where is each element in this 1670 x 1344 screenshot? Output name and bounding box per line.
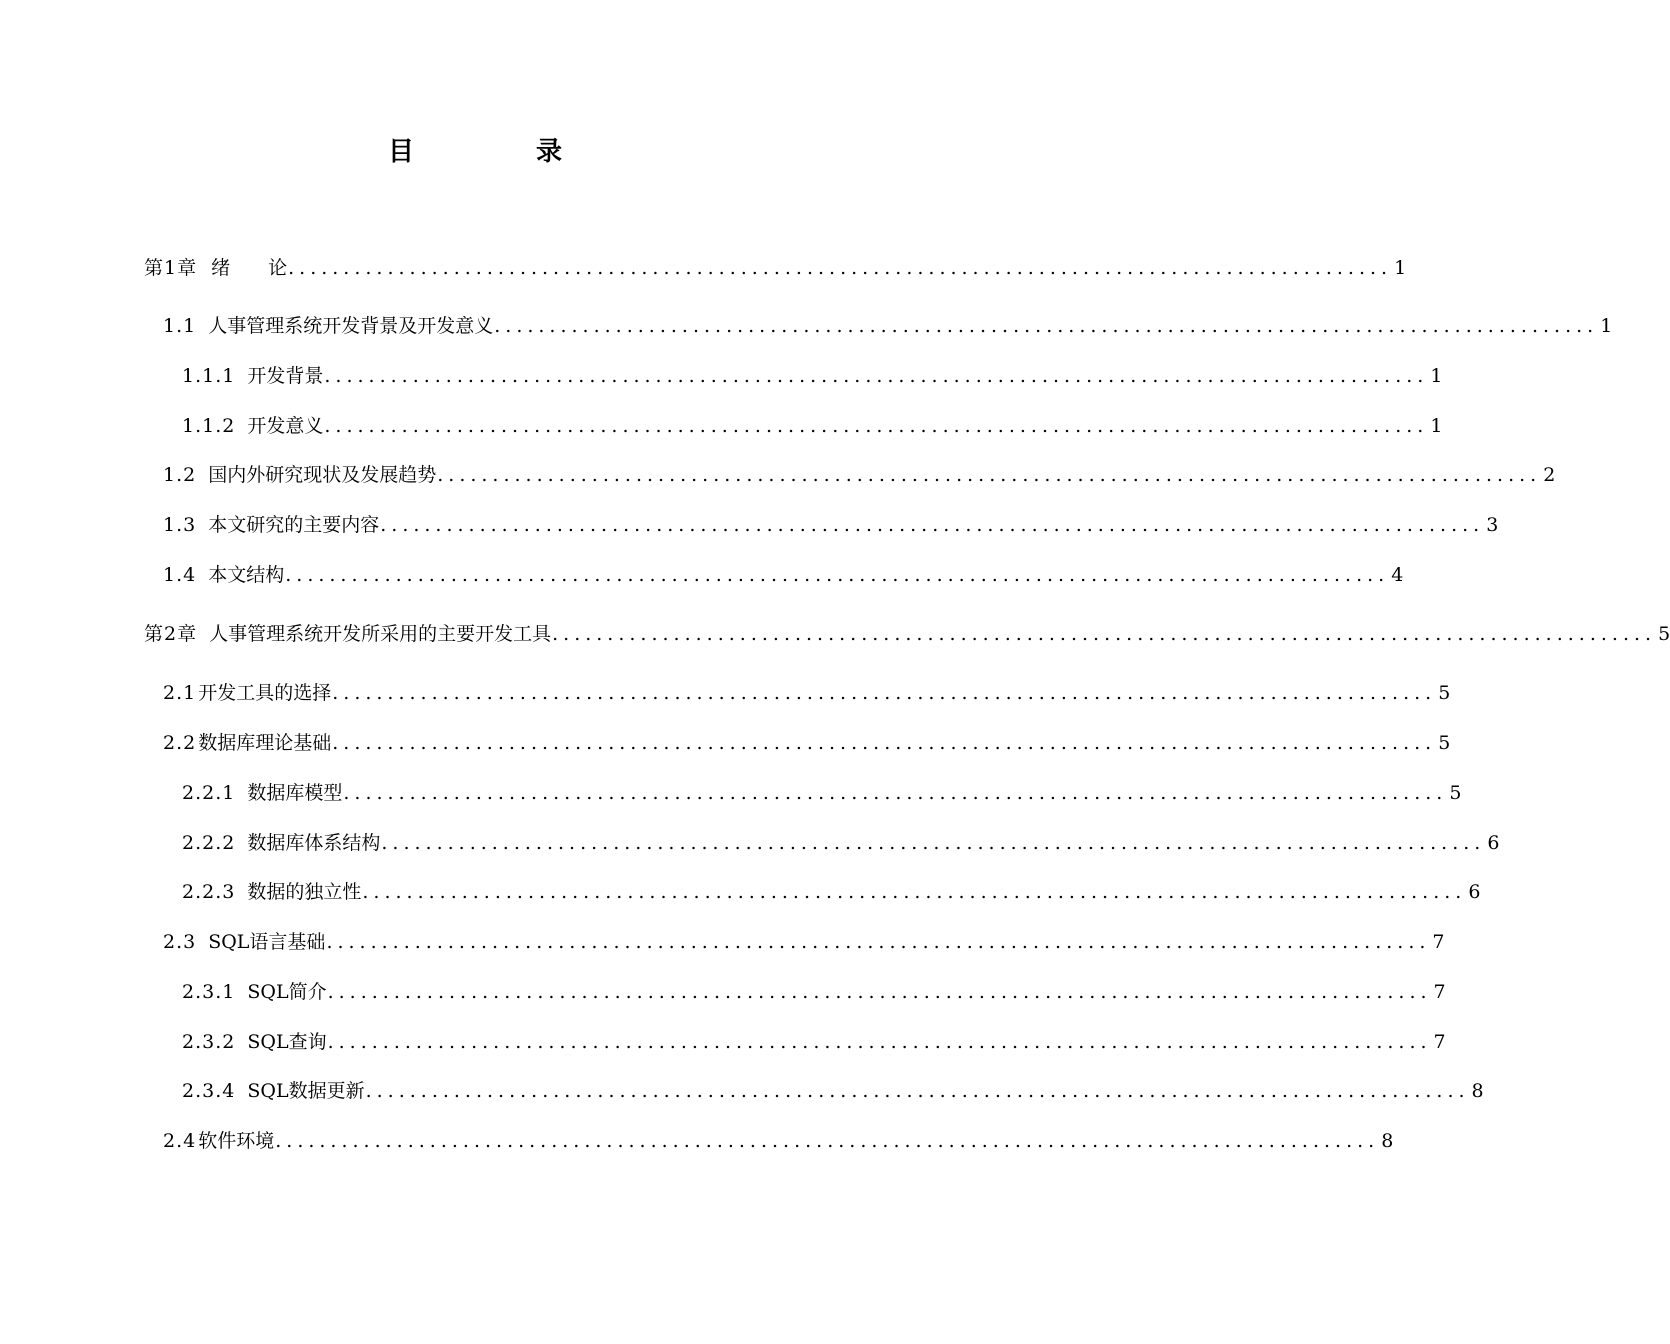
- toc-entry[interactable]: [182, 978, 1446, 1006]
- toc-entry-label: 人事管理系统开发所采用的主要开发工具: [209, 623, 552, 645]
- toc-entry[interactable]: [182, 878, 1481, 906]
- toc-entry-page: 5: [1438, 732, 1451, 754]
- toc-entry[interactable]: [163, 729, 1451, 757]
- toc-entry-page: 1: [1430, 365, 1443, 387]
- toc-entry[interactable]: [144, 254, 1407, 282]
- toc-leader-dots: ....................................................................................................: [494, 315, 1599, 337]
- toc-entry[interactable]: [182, 829, 1500, 857]
- toc-entry-page: 4: [1391, 564, 1404, 586]
- toc-title: 目 录: [387, 137, 610, 167]
- toc-entry[interactable]: [144, 620, 1670, 648]
- toc-entry[interactable]: [163, 461, 1556, 489]
- toc-entry-label: 开发工具的选择: [198, 682, 332, 704]
- toc-entry[interactable]: [182, 779, 1462, 807]
- toc-entry-page: 1: [1600, 315, 1613, 337]
- toc-entry-label: SQL查询: [247, 1031, 327, 1053]
- toc-entry[interactable]: [182, 362, 1443, 390]
- toc-entry-number: 2.3.1: [182, 981, 236, 1003]
- toc-entry-number: 第1章: [144, 257, 198, 279]
- toc-entry-page: 2: [1543, 464, 1556, 486]
- toc-leader-dots: ....................................................................................................: [332, 682, 1437, 704]
- toc-entry-page: 6: [1487, 832, 1500, 854]
- toc-entry-label: 开发背景: [247, 365, 324, 387]
- toc-leader-dots: ....................................................................................................: [288, 257, 1393, 279]
- toc-leader-dots: ....................................................................................................: [327, 981, 1432, 1003]
- toc-entry-page: 8: [1381, 1130, 1394, 1152]
- toc-leader-dots: ....................................................................................................: [275, 1130, 1380, 1152]
- toc-entry[interactable]: [163, 312, 1613, 340]
- toc-leader-dots: ....................................................................................................: [437, 464, 1542, 486]
- toc-entry[interactable]: [182, 1077, 1484, 1105]
- toc-leader-dots: ....................................................................................................: [324, 415, 1429, 437]
- toc-entry[interactable]: [163, 928, 1445, 956]
- toc-entry-number: 2.4: [163, 1130, 197, 1152]
- toc-entry[interactable]: [163, 1127, 1394, 1155]
- toc-entry[interactable]: [163, 561, 1404, 589]
- toc-entry-number: 2.2.2: [182, 832, 236, 854]
- toc-entry-label: 国内外研究现状及发展趋势: [208, 464, 437, 486]
- toc-entry-label: SQL简介: [247, 981, 327, 1003]
- toc-entry[interactable]: [182, 412, 1443, 440]
- toc-entry-number: 1.1.2: [182, 415, 236, 437]
- toc-entry-label: 软件环境: [198, 1130, 275, 1152]
- toc-entry-number: 1.1: [163, 315, 197, 337]
- toc-entry-page: 5: [1449, 782, 1462, 804]
- toc-entry-number: 2.2: [163, 732, 197, 754]
- toc-entry-page: 1: [1430, 415, 1443, 437]
- toc-entry-number: 2.2.1: [182, 782, 236, 804]
- toc-entry[interactable]: [163, 679, 1451, 707]
- toc-entry-label: 数据库体系结构: [247, 832, 381, 854]
- toc-leader-dots: ....................................................................................................: [327, 1031, 1432, 1053]
- toc-entry-label: 数据库模型: [247, 782, 343, 804]
- toc-entry-number: 1.4: [163, 564, 197, 586]
- toc-leader-dots: ....................................................................................................: [552, 623, 1657, 645]
- toc-entry-number: 2.3: [163, 931, 197, 953]
- toc-entry-page: 7: [1433, 1031, 1446, 1053]
- toc-entry-page: 7: [1433, 981, 1446, 1003]
- toc-entry-page: 8: [1471, 1080, 1484, 1102]
- toc-entry[interactable]: [182, 1028, 1446, 1056]
- toc-entry-number: 1.2: [163, 464, 197, 486]
- toc-entry-number: 1.1.1: [182, 365, 236, 387]
- toc-leader-dots: ....................................................................................................: [332, 732, 1437, 754]
- toc-entry-number: 1.3: [163, 514, 197, 536]
- toc-entry-number: 2.2.3: [182, 881, 236, 903]
- toc-entry-page: 1: [1394, 257, 1407, 279]
- toc-entry-page: 3: [1486, 514, 1499, 536]
- toc-entry-number: 2.3.2: [182, 1031, 236, 1053]
- toc-leader-dots: ....................................................................................................: [381, 832, 1486, 854]
- toc-entry-label: 数据的独立性: [247, 881, 362, 903]
- toc-entry-label: 数据库理论基础: [198, 732, 332, 754]
- toc-leader-dots: ....................................................................................................: [365, 1080, 1470, 1102]
- toc-entry-label: SQL数据更新: [247, 1080, 365, 1102]
- toc-entry[interactable]: [163, 511, 1499, 539]
- toc-entry-label: 开发意义: [247, 415, 324, 437]
- toc-entry-label: 绪 论: [211, 257, 288, 279]
- toc-leader-dots: ....................................................................................................: [324, 365, 1429, 387]
- toc-leader-dots: ....................................................................................................: [362, 881, 1467, 903]
- toc-entry-label: SQL语言基础: [208, 931, 326, 953]
- toc-entry-page: 6: [1468, 881, 1481, 903]
- toc-entry-label: 本文研究的主要内容: [208, 514, 380, 536]
- toc-leader-dots: ....................................................................................................: [285, 564, 1390, 586]
- toc-entry-number: 2.1: [163, 682, 197, 704]
- toc-entry-label: 本文结构: [208, 564, 285, 586]
- toc-entry-page: 7: [1432, 931, 1445, 953]
- toc-entry-page: 5: [1438, 682, 1451, 704]
- toc-entry-number: 第2章: [144, 623, 198, 645]
- toc-entry-page: 5: [1658, 623, 1670, 645]
- toc-entry-label: 人事管理系统开发背景及开发意义: [208, 315, 494, 337]
- toc-leader-dots: ....................................................................................................: [343, 782, 1448, 804]
- toc-leader-dots: ....................................................................................................: [380, 514, 1485, 536]
- toc-leader-dots: ....................................................................................................: [326, 931, 1431, 953]
- toc-entry-number: 2.3.4: [182, 1080, 236, 1102]
